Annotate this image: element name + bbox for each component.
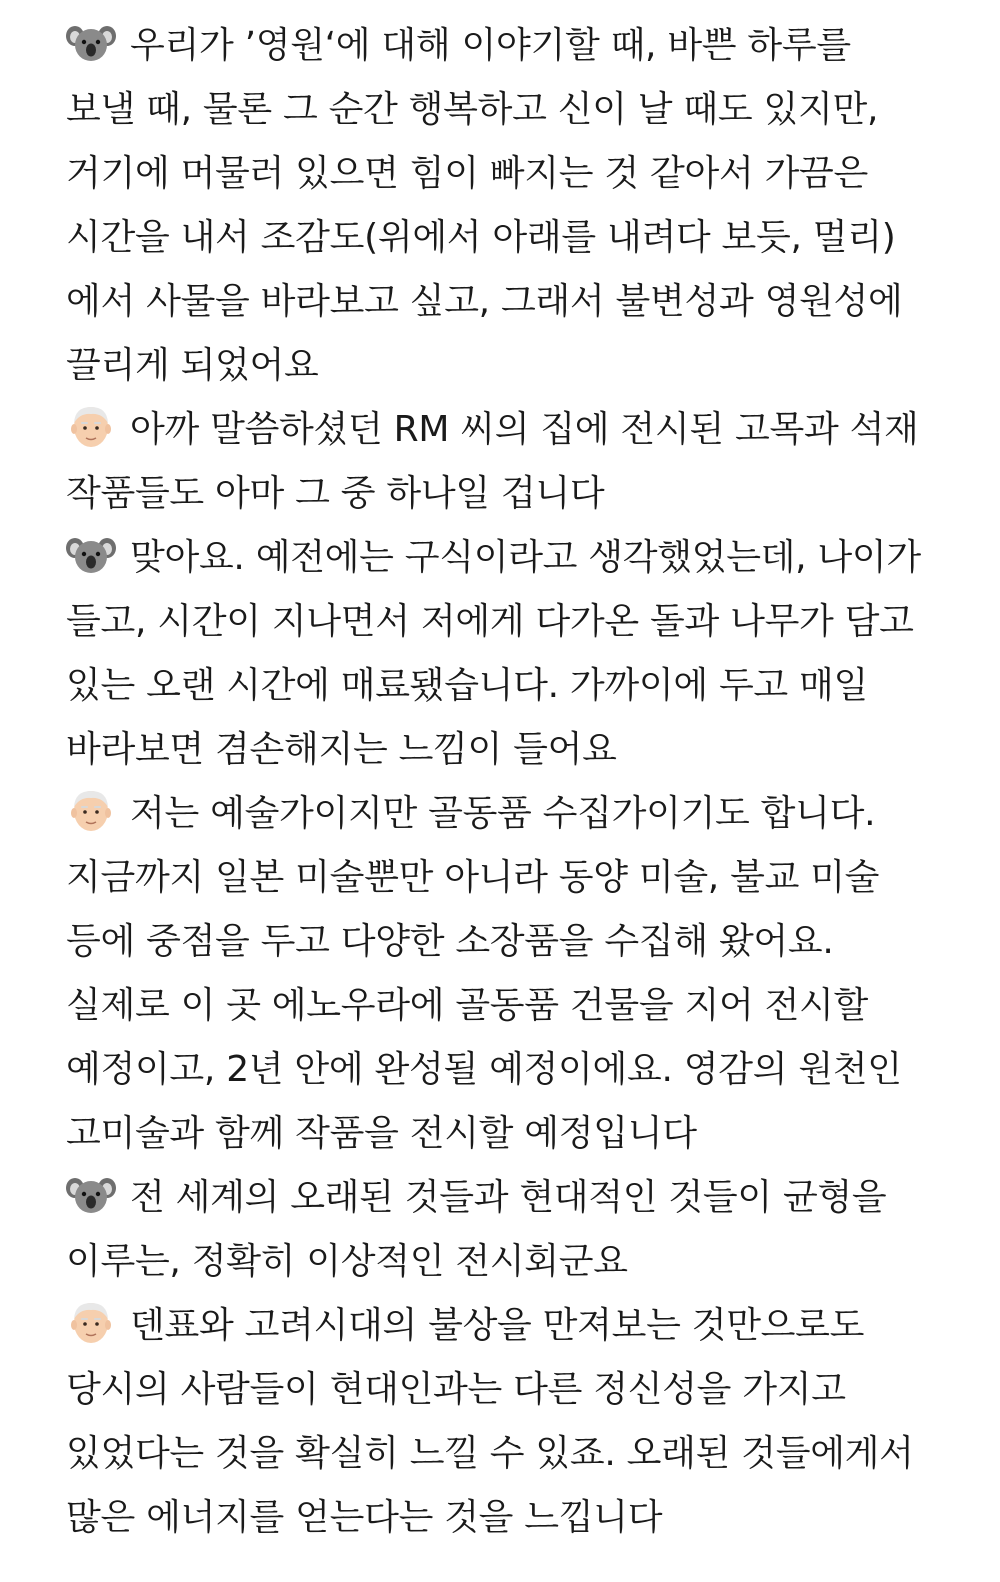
paragraph-elder-2 bbox=[66, 782, 928, 1166]
paragraph-text: 우리가 ’영원‘에 대해 이야기할 때, 바쁜 하루를 보낼 때, 물론 그 순간 행복하고 신이 날 때도 있지만, 거기에 머물러 있으면 힘이 빠지는 것 같아서 가끔은 시간을 내서 조감도(위에서 아래를 내려다 보듯, 멀리)에서 사물을 바라보고 싶고, 그래서 불변성과 영원성에 끌리게 되었어요 bbox=[66, 25, 903, 386]
koala-icon bbox=[66, 533, 116, 577]
paragraph-koala-1 bbox=[66, 14, 928, 398]
paragraph-text: 저는 예술가이지만 골동품 수집가이기도 합니다. 지금까지 일본 미술뿐만 아니라 동양 미술, 불교 미술 등에 중점을 두고 다양한 소장품을 수집해 왔어요. 실제로 이 곳 에노우라에 골동품 건물을 지어 전시할 예정이고, 2년 안에 완성될 예정이에요. 영감의 원천인 고미술과 함께 작품을 전시할 예정입니다 bbox=[66, 793, 902, 1154]
paragraph-koala-2 bbox=[66, 526, 928, 782]
paragraph-text: 전 세계의 오래된 것들과 현대적인 것들이 균형을 이루는, 정확히 이상적인 전시회군요 bbox=[66, 1177, 887, 1282]
paragraph-elder-3 bbox=[66, 1294, 928, 1550]
paragraph-text: 아까 말씀하셨던 RM 씨의 집에 전시된 고목과 석재 작품들도 아마 그 중 하나일 겁니다 bbox=[66, 409, 919, 514]
old-man-icon bbox=[66, 789, 116, 833]
paragraph-koala-3 bbox=[66, 1166, 928, 1294]
paragraph-text: 덴표와 고려시대의 불상을 만져보는 것만으로도 당시의 사람들이 현대인과는 다른 정신성을 가지고 있었다는 것을 확실히 느낄 수 있죠. 오래된 것들에게서 많은 에너지를 얻는다는 것을 느낍니다 bbox=[66, 1305, 914, 1538]
old-man-icon bbox=[66, 405, 116, 449]
koala-icon bbox=[66, 1173, 116, 1217]
paragraph-text: 맞아요. 예전에는 구식이라고 생각했었는데, 나이가 들고, 시간이 지나면서 저에게 다가온 돌과 나무가 담고 있는 오랜 시간에 매료됐습니다. 가까이에 두고 매일 바라보면 겸손해지는 느낌이 들어요 bbox=[66, 537, 921, 770]
interview-transcript bbox=[66, 14, 928, 1550]
koala-icon bbox=[66, 21, 116, 65]
old-man-icon bbox=[66, 1301, 116, 1345]
paragraph-elder-1 bbox=[66, 398, 928, 526]
